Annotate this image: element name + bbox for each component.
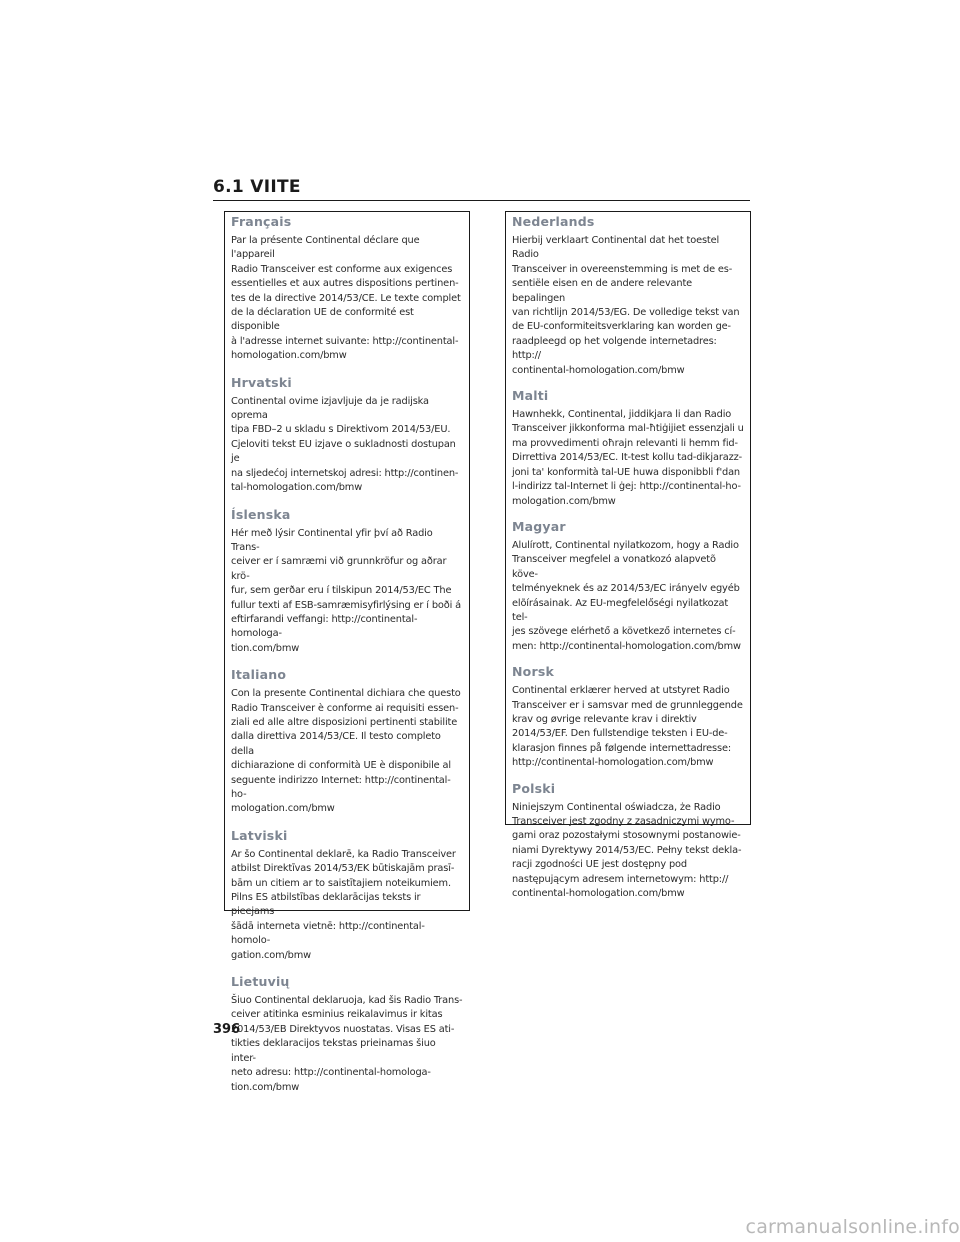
- page-header: [213, 177, 750, 201]
- lang-section-magyar: [512, 519, 744, 654]
- lang-heading: Latviski: [231, 827, 288, 843]
- section-title: 6.1 VIITE: [213, 177, 301, 197]
- lang-text: Niniejszym Continental oświadcza, że Radio Transceiver jest zgodny z zasadniczymi wymo- gami oraz pozostałymi stosownymi postanowie- niami Dyrektywy 2014/53/EC. Pełny tekst dekla- racji zgodności UE jest dostępny pod następującym adresem internetowym: http:// continental-homologation.com/bmw: [512, 801, 742, 900]
- lang-section-latviski: [231, 828, 463, 963]
- lang-heading: Polski: [512, 780, 556, 796]
- lang-section-norsk: [512, 664, 744, 770]
- lang-heading: Magyar: [512, 518, 566, 534]
- watermark-text: carmanualsonline.info: [745, 1216, 960, 1238]
- lang-heading: Norsk: [512, 664, 554, 680]
- lang-heading: Lietuvių: [231, 974, 290, 990]
- lang-section-italiano: [231, 667, 463, 817]
- lang-text: Šiuo Continental deklaruoja, kad šis Radio Trans- ceiver atitinka esminius reikalavimus ir kitas 2014/53/EB Direktyvos nuostatas. Visas ES ati- tikties deklaracijos tekstas prieinamas šiuo inter- neto adresu: http://continental-homologa- tion.com/bmw: [231, 995, 463, 1093]
- lang-heading: Français: [231, 214, 292, 229]
- lang-text: Ar šo Continental deklarē, ka Radio Transceiver atbilst Direktīvas 2014/53/EK būtiskajām prasī- bām un citiem ar to saistītajiem noteikumiem. Pilns ES atbilstības deklarācijas teksts ir pieejams šādā interneta vietnē: http://continental-homolo- gation.com/bmw: [231, 848, 456, 961]
- lang-heading: Italiano: [231, 667, 287, 683]
- lang-section-hrvatski: [231, 375, 463, 496]
- lang-text: Con la presente Continental dichiara che questo Radio Transceiver è conforme ai requisiti essen- ziali ed alle altre disposizioni pertinenti stabilite dalla direttiva 2014/53/CE. Il testo completo della dichiarazione di conformità UE è disponibile al seguente indirizzo Internet: http://continental-ho- mologation.com/bmw: [231, 688, 461, 815]
- lang-heading: Hrvatski: [231, 374, 292, 390]
- lang-text: Continental erklærer herved at utstyret Radio Transceiver er i samsvar med de grunnleggende krav og øvrige relevante krav i direktiv 2014/53/EF. Den fullstendige teksten i EU-de- klarasjon finnes på følgende internettadresse: http://continental-homologation.com/bmw: [512, 685, 743, 769]
- lang-text: Continental ovime izjavljuje da je radijska oprema tipa FBD–2 u skladu s Direktivom 2014/53/EU. Cjeloviti tekst EU izjave o sukladnosti dostupan je na sljedećoj internetskoj adresi: http://continen- tal-homologation.com/bmw: [231, 395, 459, 494]
- lang-section-islenska: [231, 507, 463, 657]
- declarations-box-right: [505, 211, 751, 900]
- lang-text: Hawnhekk, Continental, jiddikjara li dan Radio Transceiver jikkonforma mal-ħtiġijiet essenzjali u ma provvedimenti oħrajn relevanti li hemm fid- Dirrettiva 2014/53/EC. It-test kollu tad-dikjarazz- joni ta' konformità tal-UE huwa disponibbli f'dan l-indirizz tal-Internet li ġej: http://continental-ho- mologation.com/bmw: [512, 409, 744, 507]
- lang-heading: Malti: [512, 388, 549, 404]
- lang-text: Hierbij verklaart Continental dat het toestel Radio Transceiver in overeenstemming is met de es- sentiële eisen en de andere relevante bepalingen van richtlijn 2014/53/EG. De volledige tekst van de EU-conformiteitsverklaring kan worden ge- raadpleegd op het volgende internetadres: http:// continental-homologation.com/bmw: [512, 235, 740, 376]
- header-divider: [213, 200, 750, 201]
- lang-section-malti: [512, 388, 744, 509]
- lang-section-francais: [231, 214, 463, 364]
- lang-section-lietuviu: [231, 974, 463, 1095]
- lang-heading: Nederlands: [512, 214, 595, 229]
- lang-section-polski: [512, 781, 744, 902]
- lang-section-nederlands: [512, 214, 744, 378]
- lang-text: Hér með lýsir Continental yfir því að Radio Trans- ceiver er í samræmi við grunnkröfur og aðrar krö- fur, sem gerðar eru í tilskipun 2014/53/EC The fullur texti af ESB-samræmisyfirlýsing er í boði á eftirfarandi veffangi: http://continental-homologa- tion.com/bmw: [231, 527, 461, 654]
- page-number: 396: [213, 1022, 241, 1037]
- lang-heading: Íslenska: [231, 506, 291, 522]
- lang-text: Alulírott, Continental nyilatkozom, hogy a Radio Transceiver megfelel a vonatkozó alapvetõ köve- telményeknek és az 2014/53/EC irányelv egyéb elõírásainak. Az EU-megfelelőségi nyilatkozat tel- jes szövege elérhető a következő internetes cí- men: http://continental-homologation.com/bmw: [512, 539, 741, 652]
- lang-text: Par la présente Continental déclare que l'appareil Radio Transceiver est conforme aux exigences essentielles et aux autres dispositions pertinen- tes de la directive 2014/53/CE. Le texte complet de la déclaration UE de conformité est disponible à l'adresse internet suivante: http://continental- homologation.com/bmw: [231, 235, 461, 362]
